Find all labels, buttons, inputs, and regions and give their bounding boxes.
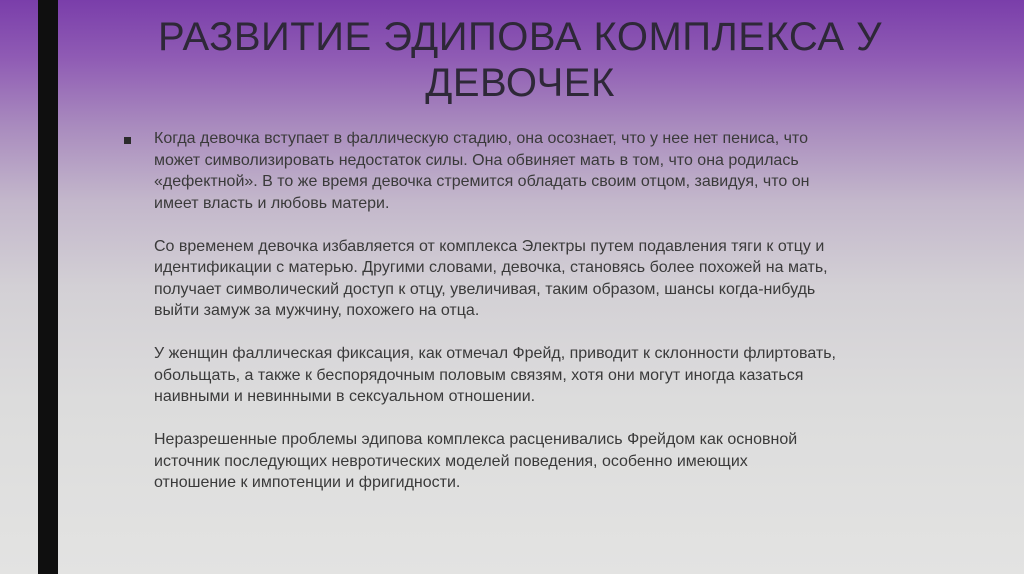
slide-title: РАЗВИТИЕ ЭДИПОВА КОМПЛЕКСА У ДЕВОЧЕК	[157, 15, 883, 105]
square-bullet-icon	[124, 137, 131, 144]
decorative-left-bar	[38, 0, 58, 574]
paragraph: Когда девочка вступает в фаллическую стадию, она осознает, что у нее нет пениса, что может символизировать недостаток силы. Она обвиняет мать в том, что она родилась «дефектной». В то же время девочка стремится обладать своим отцом, завидуя, что он имеет власть и любовь матери.	[154, 130, 810, 212]
bullet-text-block	[154, 128, 920, 494]
slide-body	[120, 128, 920, 515]
paragraph: У женщин фаллическая фиксация, как отмечал Фрейд, приводит к склонности флиртовать, обольщать, а также к беспорядочным половым связям, хотя они могут иногда казаться наивными и невинными в сексуальном отношении.	[154, 345, 836, 405]
paragraph: Неразрешенные проблемы эдипова комплекса расценивались Фрейдом как основной источник последующих невротических моделей поведения, особенно имеющих отношение к импотенции и фригидности.	[154, 431, 798, 491]
paragraph: Со временем девочка избавляется от комплекса Электры путем подавления тяги к отцу и идентификации с матерью. Другими словами, девочка, становясь более похожей на мать, получает символический доступ к отцу, увеличивая, таким образом, шансы когда-нибудь выйти замуж за мужчину, похожего на отца.	[154, 237, 828, 319]
